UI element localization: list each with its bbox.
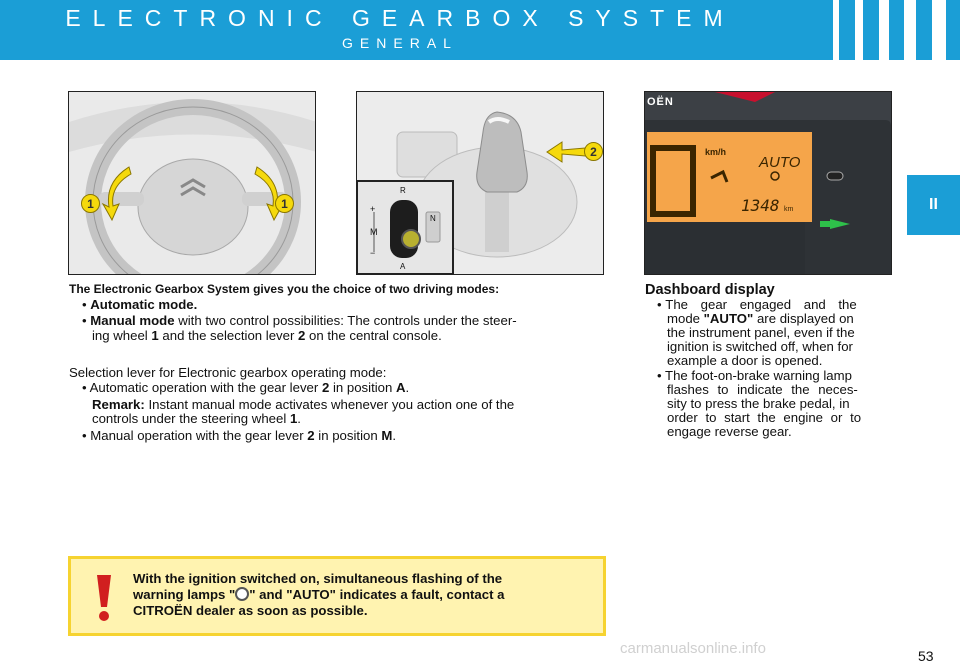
auto-text: . <box>405 380 410 395</box>
dashboard-bullet-1-line2 <box>667 311 854 326</box>
chapter-tab: II <box>907 175 960 235</box>
watermark: carmanualsonline.info <box>620 640 766 657</box>
manual-text: and the selection lever <box>158 328 299 343</box>
auto-text: Automatic operation with the gear lever <box>89 380 322 395</box>
page-number: 53 <box>918 648 934 664</box>
selection-bullet-auto: • Automatic operation with the gear lever 2 in position A. <box>82 380 410 395</box>
ref-2: 2 <box>307 428 315 443</box>
lever-label-r: R <box>400 186 406 195</box>
remark-line <box>92 397 514 412</box>
dashboard-bullet-2-line5: engage reverse gear. <box>667 424 792 439</box>
page-subtitle: GENERAL <box>342 35 458 51</box>
remark-line-cont <box>92 411 301 426</box>
dash-auto: AUTO <box>759 154 801 171</box>
steering-wheel-image <box>68 91 316 275</box>
page-title: ELECTRONIC GEARBOX SYSTEM <box>65 5 735 31</box>
ref-2: 2 <box>321 380 330 395</box>
dashboard-bullet-2-line2: flashes to indicate the neces- <box>667 382 858 397</box>
remark-text: controls under the steering wheel <box>92 411 290 426</box>
ref-2: 2 <box>298 328 306 343</box>
position-a: A <box>396 380 406 395</box>
header-stripe <box>879 0 889 60</box>
dashboard-bullet-2-line3: sity to press the brake pedal, in <box>667 396 850 411</box>
manual-mode-text: with two control possibilities: The controls under the steer- <box>174 313 517 328</box>
warning-exclamation-icon <box>89 573 119 623</box>
dashboard-bullet-2-line4: order to start the engine or to <box>667 410 862 425</box>
header-stripe <box>855 0 863 60</box>
dash-b1-line: mode <box>667 311 704 326</box>
warning-text-post: " and "AUTO" indicates a fault, contact a <box>249 587 505 602</box>
dash-odo-unit: km <box>784 206 794 213</box>
callout-1-right: 1 <box>275 194 294 213</box>
manual-op-text: Manual operation with the gear lever <box>90 428 308 443</box>
page-header <box>0 0 960 60</box>
remark-text: Instant manual mode activates whenever you action one of the <box>144 397 515 412</box>
dashboard-bullet-1-line5: example a door is opened. <box>667 353 823 368</box>
dashboard-bullet-1: • The gear engaged and the <box>657 297 857 312</box>
ref-1: 1 <box>289 411 298 426</box>
intro-bullet-manual: • Manual mode with two control possibilities: The controls under the steer- <box>82 313 517 328</box>
dashboard-bullet-1-line4: ignition is switched off, when for <box>667 339 853 354</box>
manual-text: on the central console. <box>305 328 442 343</box>
warning-line-2 <box>133 587 597 603</box>
lever-label-n: N <box>430 214 436 223</box>
header-stripe <box>904 0 916 60</box>
dash-b1-line: are displayed on <box>756 311 854 326</box>
intro-heading: The Electronic Gearbox System gives you the choice of two driving modes: <box>69 282 500 296</box>
auto-text: in position <box>329 380 396 395</box>
header-stripe <box>833 0 839 60</box>
callout-1-left: 1 <box>81 194 100 213</box>
dash-odometer: 1348 <box>741 196 780 215</box>
manual-mode-label: Manual mode <box>90 313 175 328</box>
auto-mode-label: "AUTO" <box>703 311 754 326</box>
remark-label: Remark: <box>92 397 145 412</box>
position-m: M <box>381 428 393 443</box>
lever-label-a: A <box>400 262 406 271</box>
ref-1: 1 <box>151 328 159 343</box>
intro-bullet-manual-cont <box>92 328 442 343</box>
dash-b1-line: The gear engaged and the <box>665 297 857 312</box>
warning-text <box>133 571 597 619</box>
dashboard-bullet-2: • The foot-on-brake warning lamp <box>657 368 852 383</box>
warning-line-1: With the ignition switched on, simultaneous flashing of the <box>133 571 503 586</box>
dashboard-bullet-1-line3: the instrument panel, even if the <box>667 325 855 340</box>
dash-b2-line: The foot-on-brake warning lamp <box>665 368 852 383</box>
dashboard-display-heading: Dashboard display <box>645 282 775 298</box>
manual-text: ing wheel <box>92 328 152 343</box>
dash-speed-unit: km/h <box>705 147 727 157</box>
header-stripe <box>932 0 946 60</box>
warning-lamp-icon <box>235 587 249 601</box>
warning-line-3: CITROËN dealer as soon as possible. <box>133 603 368 618</box>
lever-gate-inset-image <box>356 180 454 275</box>
selection-bullet-manual: • Manual operation with the gear lever 2 in position M. <box>82 428 397 443</box>
remark-text: . <box>297 411 301 426</box>
lever-label-plus: + <box>370 204 376 214</box>
dash-brand: OËN <box>647 96 674 108</box>
lever-label-m: M <box>370 227 378 237</box>
lever-label-minus: − <box>370 248 376 258</box>
warning-text-pre: warning lamps " <box>133 587 236 602</box>
warning-box <box>68 556 606 636</box>
manual-op-text: in position <box>314 428 382 443</box>
dashboard-display-image <box>644 91 892 275</box>
selection-heading: Selection lever for Electronic gearbox operating mode: <box>69 365 387 380</box>
callout-2: 2 <box>584 142 603 161</box>
manual-op-text: . <box>392 428 397 443</box>
intro-bullet-automatic: • Automatic mode. <box>82 297 198 312</box>
automatic-mode-label: Automatic mode. <box>90 297 198 312</box>
